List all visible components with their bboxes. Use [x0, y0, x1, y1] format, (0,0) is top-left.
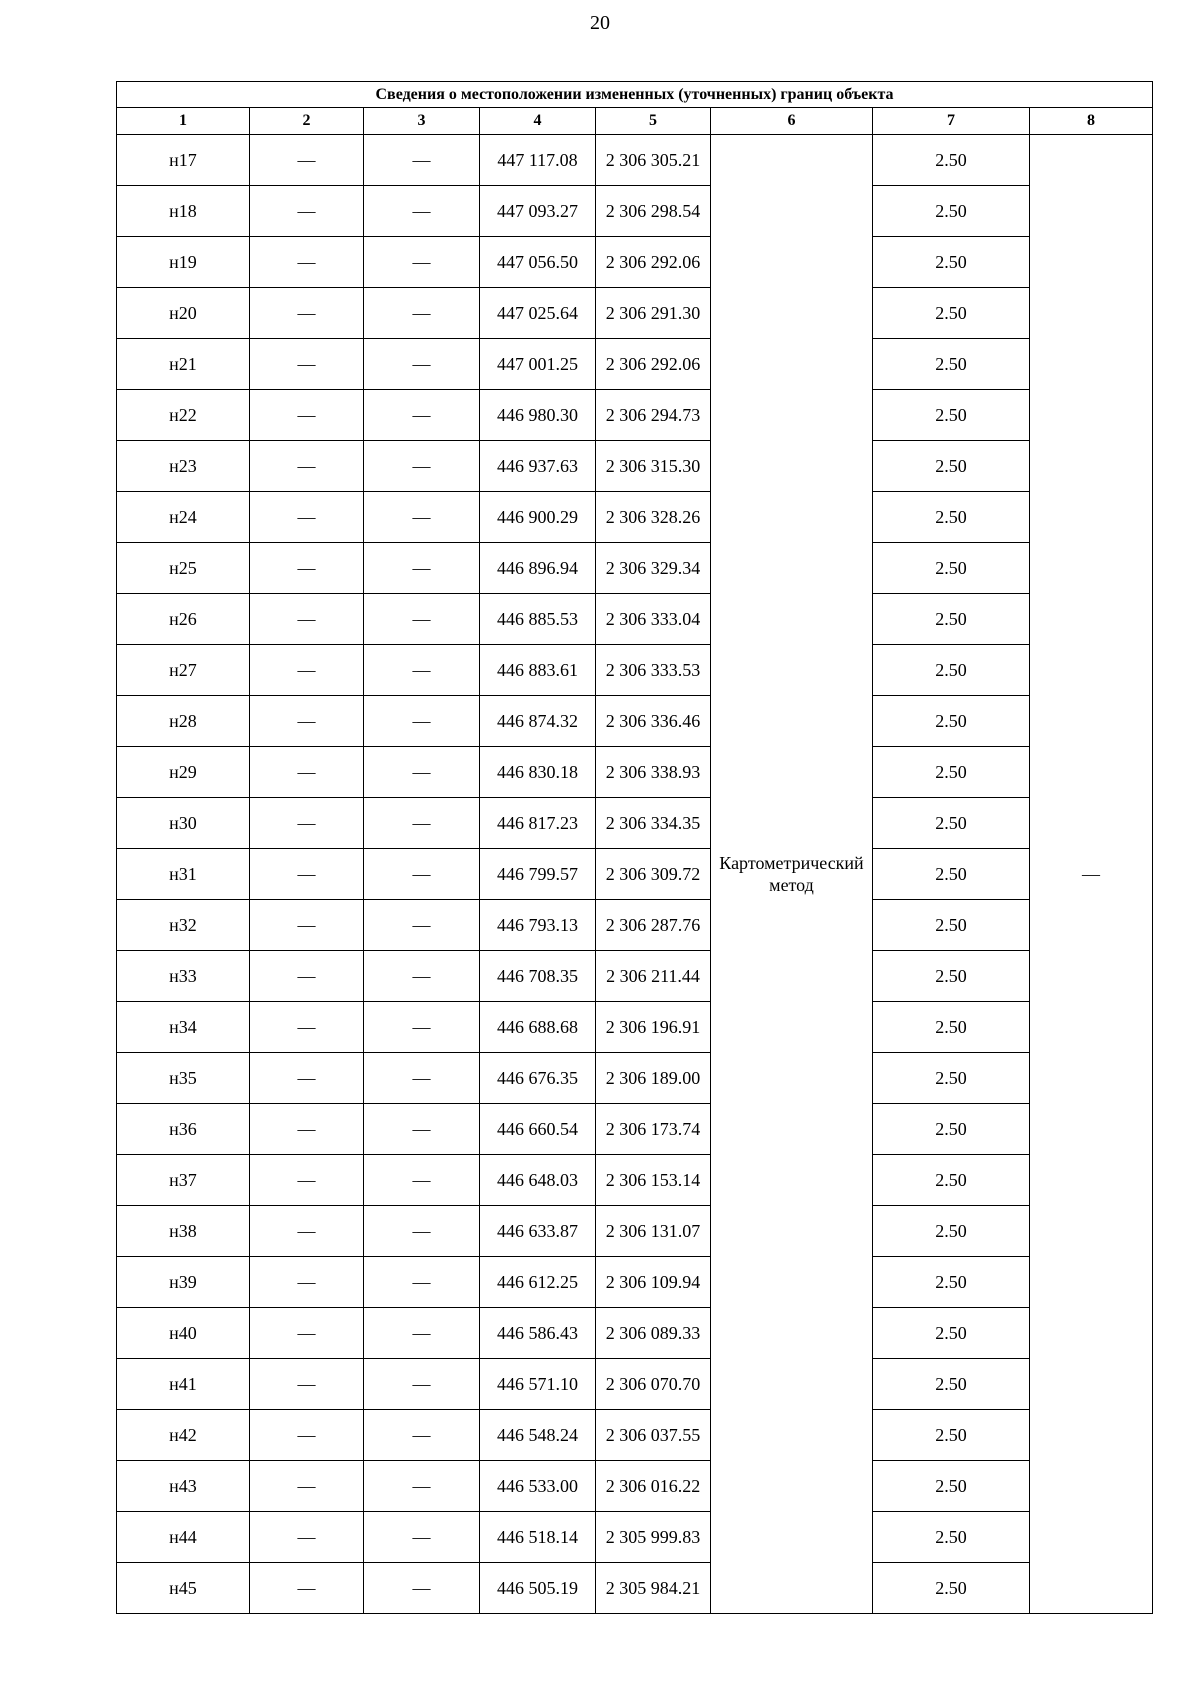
col2-cell: —: [250, 390, 364, 441]
table-row: [117, 441, 1153, 492]
point-cell: н18: [117, 186, 250, 237]
col2-cell: —: [250, 1002, 364, 1053]
col8-cell: —: [1030, 135, 1153, 1614]
point-cell: н26: [117, 594, 250, 645]
point-cell: н39: [117, 1257, 250, 1308]
column-header-3: 3: [364, 108, 480, 135]
col2-cell: —: [250, 492, 364, 543]
col2-cell: —: [250, 135, 364, 186]
accuracy-cell: 2.50: [873, 1104, 1030, 1155]
col3-cell: —: [364, 1206, 480, 1257]
col2-cell: —: [250, 747, 364, 798]
x-coordinate-cell: 447 117.08: [480, 135, 596, 186]
y-coordinate-cell: 2 306 070.70: [596, 1359, 711, 1410]
table-row: [117, 339, 1153, 390]
point-cell: н17: [117, 135, 250, 186]
y-coordinate-cell: 2 306 109.94: [596, 1257, 711, 1308]
point-cell: н34: [117, 1002, 250, 1053]
col2-cell: —: [250, 186, 364, 237]
x-coordinate-cell: 446 648.03: [480, 1155, 596, 1206]
accuracy-cell: 2.50: [873, 441, 1030, 492]
y-coordinate-cell: 2 306 211.44: [596, 951, 711, 1002]
accuracy-cell: 2.50: [873, 1155, 1030, 1206]
col3-cell: —: [364, 951, 480, 1002]
col3-cell: —: [364, 645, 480, 696]
col3-cell: —: [364, 135, 480, 186]
accuracy-cell: 2.50: [873, 696, 1030, 747]
y-coordinate-cell: 2 306 334.35: [596, 798, 711, 849]
y-coordinate-cell: 2 306 338.93: [596, 747, 711, 798]
point-cell: н45: [117, 1563, 250, 1614]
x-coordinate-cell: 446 793.13: [480, 900, 596, 951]
point-cell: н32: [117, 900, 250, 951]
table-row: [117, 186, 1153, 237]
x-coordinate-cell: 446 571.10: [480, 1359, 596, 1410]
table-row: [117, 900, 1153, 951]
y-coordinate-cell: 2 306 292.06: [596, 339, 711, 390]
y-coordinate-cell: 2 306 333.04: [596, 594, 711, 645]
column-header-8: 8: [1030, 108, 1153, 135]
table-row: [117, 951, 1153, 1002]
x-coordinate-cell: 446 586.43: [480, 1308, 596, 1359]
accuracy-cell: 2.50: [873, 1002, 1030, 1053]
point-cell: н33: [117, 951, 250, 1002]
point-cell: н19: [117, 237, 250, 288]
point-cell: н24: [117, 492, 250, 543]
point-cell: н37: [117, 1155, 250, 1206]
accuracy-cell: 2.50: [873, 951, 1030, 1002]
point-cell: н38: [117, 1206, 250, 1257]
accuracy-cell: 2.50: [873, 186, 1030, 237]
x-coordinate-cell: 446 660.54: [480, 1104, 596, 1155]
col2-cell: —: [250, 1359, 364, 1410]
col2-cell: —: [250, 594, 364, 645]
col3-cell: —: [364, 237, 480, 288]
table-row: [117, 237, 1153, 288]
table-row: [117, 288, 1153, 339]
y-coordinate-cell: 2 306 315.30: [596, 441, 711, 492]
point-cell: н31: [117, 849, 250, 900]
point-cell: н40: [117, 1308, 250, 1359]
x-coordinate-cell: 446 518.14: [480, 1512, 596, 1563]
col3-cell: —: [364, 288, 480, 339]
point-cell: н25: [117, 543, 250, 594]
x-coordinate-cell: 446 633.87: [480, 1206, 596, 1257]
table-row: [117, 1308, 1153, 1359]
col3-cell: —: [364, 900, 480, 951]
col3-cell: —: [364, 849, 480, 900]
x-coordinate-cell: 446 980.30: [480, 390, 596, 441]
page-number: 20: [590, 12, 610, 34]
point-cell: н28: [117, 696, 250, 747]
col3-cell: —: [364, 492, 480, 543]
col2-cell: —: [250, 645, 364, 696]
accuracy-cell: 2.50: [873, 798, 1030, 849]
col3-cell: —: [364, 1308, 480, 1359]
col2-cell: —: [250, 1461, 364, 1512]
y-coordinate-cell: 2 306 291.30: [596, 288, 711, 339]
col3-cell: —: [364, 1257, 480, 1308]
col3-cell: —: [364, 594, 480, 645]
x-coordinate-cell: 446 612.25: [480, 1257, 596, 1308]
accuracy-cell: 2.50: [873, 1359, 1030, 1410]
table-row: [117, 1053, 1153, 1104]
accuracy-cell: 2.50: [873, 288, 1030, 339]
col2-cell: —: [250, 951, 364, 1002]
accuracy-cell: 2.50: [873, 747, 1030, 798]
col3-cell: —: [364, 441, 480, 492]
table-title-row: [117, 82, 1153, 108]
col2-cell: —: [250, 696, 364, 747]
table-row: [117, 1563, 1153, 1614]
method-cell: Картометрический метод: [711, 135, 873, 1614]
col3-cell: —: [364, 1563, 480, 1614]
accuracy-cell: 2.50: [873, 1461, 1030, 1512]
x-coordinate-cell: 446 885.53: [480, 594, 596, 645]
table-row: [117, 594, 1153, 645]
table-row: [117, 798, 1153, 849]
x-coordinate-cell: 446 896.94: [480, 543, 596, 594]
col2-cell: —: [250, 1512, 364, 1563]
point-cell: н30: [117, 798, 250, 849]
accuracy-cell: 2.50: [873, 339, 1030, 390]
point-cell: н41: [117, 1359, 250, 1410]
table-row: [117, 1410, 1153, 1461]
table-row: [117, 1155, 1153, 1206]
y-coordinate-cell: 2 306 287.76: [596, 900, 711, 951]
point-cell: н29: [117, 747, 250, 798]
col2-cell: —: [250, 1410, 364, 1461]
x-coordinate-cell: 446 533.00: [480, 1461, 596, 1512]
y-coordinate-cell: 2 306 328.26: [596, 492, 711, 543]
coordinates-table: [116, 81, 1153, 1614]
y-coordinate-cell: 2 306 329.34: [596, 543, 711, 594]
accuracy-cell: 2.50: [873, 390, 1030, 441]
accuracy-cell: 2.50: [873, 849, 1030, 900]
point-cell: н36: [117, 1104, 250, 1155]
col2-cell: —: [250, 237, 364, 288]
x-coordinate-cell: 446 548.24: [480, 1410, 596, 1461]
col3-cell: —: [364, 1053, 480, 1104]
x-coordinate-cell: 446 874.32: [480, 696, 596, 747]
y-coordinate-cell: 2 306 305.21: [596, 135, 711, 186]
y-coordinate-cell: 2 305 999.83: [596, 1512, 711, 1563]
x-coordinate-cell: 446 708.35: [480, 951, 596, 1002]
point-cell: н35: [117, 1053, 250, 1104]
x-coordinate-cell: 446 900.29: [480, 492, 596, 543]
x-coordinate-cell: 446 817.23: [480, 798, 596, 849]
col2-cell: —: [250, 1053, 364, 1104]
table-row: [117, 1257, 1153, 1308]
accuracy-cell: 2.50: [873, 135, 1030, 186]
col3-cell: —: [364, 1002, 480, 1053]
x-coordinate-cell: 446 676.35: [480, 1053, 596, 1104]
x-coordinate-cell: 446 799.57: [480, 849, 596, 900]
accuracy-cell: 2.50: [873, 1257, 1030, 1308]
col2-cell: —: [250, 1563, 364, 1614]
col2-cell: —: [250, 339, 364, 390]
accuracy-cell: 2.50: [873, 900, 1030, 951]
accuracy-cell: 2.50: [873, 1053, 1030, 1104]
table-row: [117, 1002, 1153, 1053]
table-row: [117, 1206, 1153, 1257]
col2-cell: —: [250, 1206, 364, 1257]
y-coordinate-cell: 2 306 309.72: [596, 849, 711, 900]
y-coordinate-cell: 2 306 292.06: [596, 237, 711, 288]
y-coordinate-cell: 2 306 089.33: [596, 1308, 711, 1359]
accuracy-cell: 2.50: [873, 1410, 1030, 1461]
accuracy-cell: 2.50: [873, 645, 1030, 696]
table-title: Сведения о местоположении измененных (уточненных) границ объекта: [117, 82, 1153, 108]
table-row: [117, 492, 1153, 543]
table-row: [117, 849, 1153, 900]
point-cell: н20: [117, 288, 250, 339]
x-coordinate-cell: 446 883.61: [480, 645, 596, 696]
x-coordinate-cell: 447 001.25: [480, 339, 596, 390]
table-row: [117, 1104, 1153, 1155]
col3-cell: —: [364, 390, 480, 441]
table-row: [117, 696, 1153, 747]
point-cell: н23: [117, 441, 250, 492]
table-row: [117, 390, 1153, 441]
x-coordinate-cell: 446 505.19: [480, 1563, 596, 1614]
accuracy-cell: 2.50: [873, 543, 1030, 594]
point-cell: н43: [117, 1461, 250, 1512]
col2-cell: —: [250, 543, 364, 594]
point-cell: н22: [117, 390, 250, 441]
col3-cell: —: [364, 1461, 480, 1512]
accuracy-cell: 2.50: [873, 237, 1030, 288]
point-cell: н27: [117, 645, 250, 696]
col3-cell: —: [364, 1359, 480, 1410]
table-row: [117, 1359, 1153, 1410]
x-coordinate-cell: 446 937.63: [480, 441, 596, 492]
col3-cell: —: [364, 1410, 480, 1461]
column-header-5: 5: [596, 108, 711, 135]
column-header-6: 6: [711, 108, 873, 135]
x-coordinate-cell: 446 830.18: [480, 747, 596, 798]
col3-cell: —: [364, 186, 480, 237]
column-header-1: 1: [117, 108, 250, 135]
table-row: [117, 1461, 1153, 1512]
col2-cell: —: [250, 798, 364, 849]
column-number-row: [117, 108, 1153, 135]
accuracy-cell: 2.50: [873, 1563, 1030, 1614]
col2-cell: —: [250, 900, 364, 951]
col3-cell: —: [364, 696, 480, 747]
col3-cell: —: [364, 1104, 480, 1155]
col3-cell: —: [364, 1155, 480, 1206]
y-coordinate-cell: 2 306 037.55: [596, 1410, 711, 1461]
table-row: [117, 1512, 1153, 1563]
column-header-7: 7: [873, 108, 1030, 135]
col2-cell: —: [250, 1104, 364, 1155]
y-coordinate-cell: 2 306 333.53: [596, 645, 711, 696]
x-coordinate-cell: 446 688.68: [480, 1002, 596, 1053]
col2-cell: —: [250, 1155, 364, 1206]
y-coordinate-cell: 2 306 298.54: [596, 186, 711, 237]
table-row: [117, 543, 1153, 594]
point-cell: н21: [117, 339, 250, 390]
accuracy-cell: 2.50: [873, 1206, 1030, 1257]
x-coordinate-cell: 447 025.64: [480, 288, 596, 339]
col3-cell: —: [364, 339, 480, 390]
accuracy-cell: 2.50: [873, 594, 1030, 645]
y-coordinate-cell: 2 305 984.21: [596, 1563, 711, 1614]
y-coordinate-cell: 2 306 189.00: [596, 1053, 711, 1104]
col2-cell: —: [250, 441, 364, 492]
column-header-4: 4: [480, 108, 596, 135]
x-coordinate-cell: 447 056.50: [480, 237, 596, 288]
point-cell: н42: [117, 1410, 250, 1461]
accuracy-cell: 2.50: [873, 492, 1030, 543]
table-row: [117, 135, 1153, 186]
col2-cell: —: [250, 1308, 364, 1359]
y-coordinate-cell: 2 306 131.07: [596, 1206, 711, 1257]
table-row: [117, 747, 1153, 798]
col2-cell: —: [250, 849, 364, 900]
col3-cell: —: [364, 798, 480, 849]
col3-cell: —: [364, 543, 480, 594]
y-coordinate-cell: 2 306 016.22: [596, 1461, 711, 1512]
y-coordinate-cell: 2 306 294.73: [596, 390, 711, 441]
col2-cell: —: [250, 288, 364, 339]
point-cell: н44: [117, 1512, 250, 1563]
table-body: [117, 82, 1153, 1614]
y-coordinate-cell: 2 306 196.91: [596, 1002, 711, 1053]
y-coordinate-cell: 2 306 336.46: [596, 696, 711, 747]
y-coordinate-cell: 2 306 173.74: [596, 1104, 711, 1155]
column-header-2: 2: [250, 108, 364, 135]
x-coordinate-cell: 447 093.27: [480, 186, 596, 237]
table-row: [117, 645, 1153, 696]
accuracy-cell: 2.50: [873, 1512, 1030, 1563]
y-coordinate-cell: 2 306 153.14: [596, 1155, 711, 1206]
col3-cell: —: [364, 747, 480, 798]
col3-cell: —: [364, 1512, 480, 1563]
accuracy-cell: 2.50: [873, 1308, 1030, 1359]
col2-cell: —: [250, 1257, 364, 1308]
